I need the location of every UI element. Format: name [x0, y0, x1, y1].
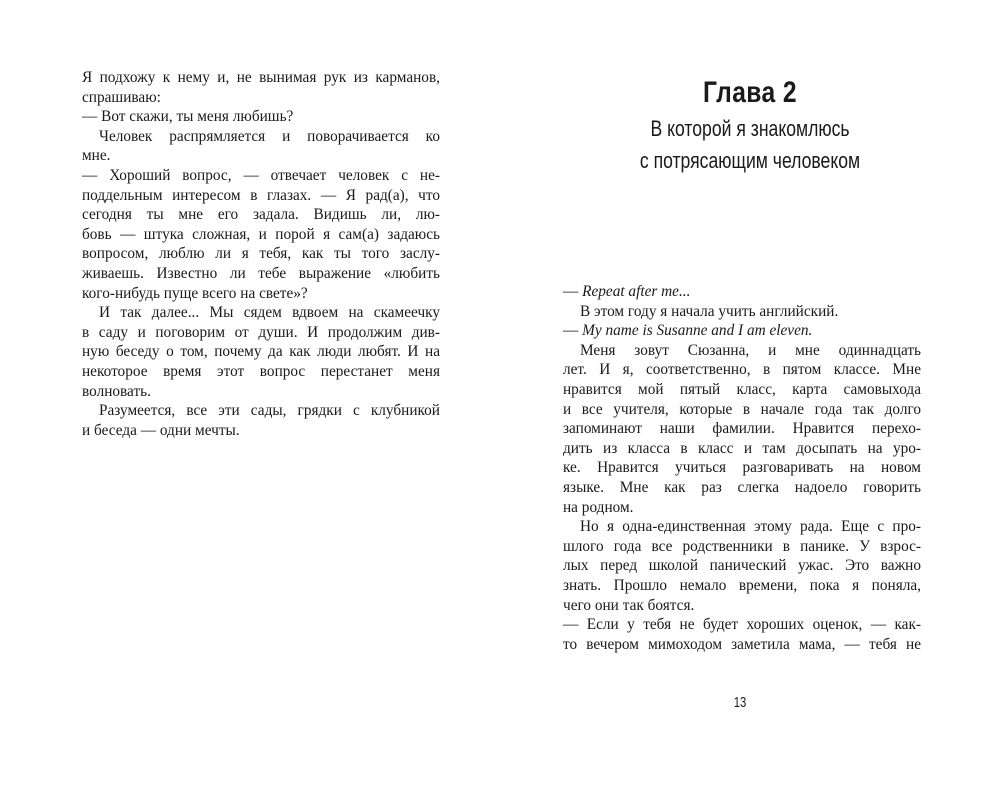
text-line: то вечером мимоходом заметила мама, — тебя не [563, 635, 921, 653]
text-line: поддельным интересом в глазах. — Я рад(а), что [82, 186, 440, 204]
text-line: лет. И я, соответственно, в пятом классе. Мне [563, 361, 921, 379]
text-line: Человек распрямляется и поворачивается ко [99, 127, 440, 145]
text-line: шлого года все родственники в панике. У взрос- [563, 537, 921, 555]
text-line: запоминают наши фамилии. Нравится перехо- [563, 420, 921, 438]
text-line: некоторое время этот вопрос перестанет меня [82, 362, 440, 380]
text-line: мне. [82, 147, 111, 165]
chapter-subtitle-line-2: с потрясающим человеком [639, 148, 861, 173]
text-line: Но я одна-единственная этому рада. Еще с про- [580, 518, 921, 536]
text-line: — Хороший вопрос, — отвечает человек с не- [82, 166, 440, 184]
text-line: ную беседу о том, почему да как люди любят. И на [82, 343, 440, 361]
text-line: дить из класса в класс и там досыпать на уро- [563, 439, 921, 457]
text-line: В этом году я начала учить английский. [580, 302, 839, 320]
text-line: Я подхожу к нему и, не вынимая рук из карманов, [82, 69, 440, 86]
text-line: — Вот скажи, ты меня любишь? [82, 108, 294, 126]
text-line: — Если у тебя не будет хороших оценок, — как- [563, 616, 921, 634]
text-line: чего они так боятся. [563, 596, 695, 614]
text-line: в саду и поговорим от души. И продолжим див- [82, 323, 440, 341]
chapter-subtitle-line-1: В которой я знакомлюсь [650, 116, 850, 141]
text-line: Меня зовут Сюзанна, и мне одиннадцать [580, 341, 921, 359]
text-line: спрашиваю: [82, 88, 161, 106]
text-line: и беседа — одни мечты. [82, 421, 240, 439]
text-line: сегодня ты мне его задала. Видишь ли, лю- [82, 206, 440, 224]
text-line: знать. Прошло немало времени, пока я поняла, [563, 576, 921, 594]
dash: — [563, 283, 583, 300]
text-line: языке. Мне как раз слегка надоело говорить [563, 478, 921, 496]
italic-english-phrase: Repeat after me... [582, 283, 691, 300]
text-line [563, 321, 921, 341]
right-page [500, 0, 1000, 785]
text-line: И так далее... Мы сядем вдвоем на скамеечку [99, 304, 440, 322]
left-page-text [82, 68, 440, 440]
right-page-text [563, 282, 921, 654]
text-line: кого-нибудь пуще всего на свете»? [82, 284, 308, 302]
page-number: 13 [733, 694, 747, 711]
text-line: и все учителя, которые в начале года так долго [563, 400, 921, 418]
italic-english-phrase: My name is Susanne and I am eleven. [582, 322, 813, 340]
text-line: Разумеется, все эти сады, грядки с клубникой [99, 402, 440, 420]
text-line: на родном. [563, 498, 634, 516]
text-line: ке. Нравится учиться разговаривать на новом [563, 459, 921, 477]
dash: — [563, 322, 583, 340]
text-line [563, 282, 921, 302]
chapter-title: Глава 2 [703, 76, 797, 109]
text-line: вопросом, люблю ли я тебя, как ты того заслу- [82, 245, 440, 263]
text-line: живаешь. Известно ли тебе выражение «любить [82, 264, 440, 282]
text-line: лых перед школой панический ужас. Это важно [563, 557, 921, 575]
text-line: бовь — штука сложная, и порой я сам(а) задаюсь [82, 225, 440, 243]
text-line: волновать. [82, 382, 151, 400]
text-line: нравится мой пятый класс, карта самовыхода [563, 380, 921, 398]
